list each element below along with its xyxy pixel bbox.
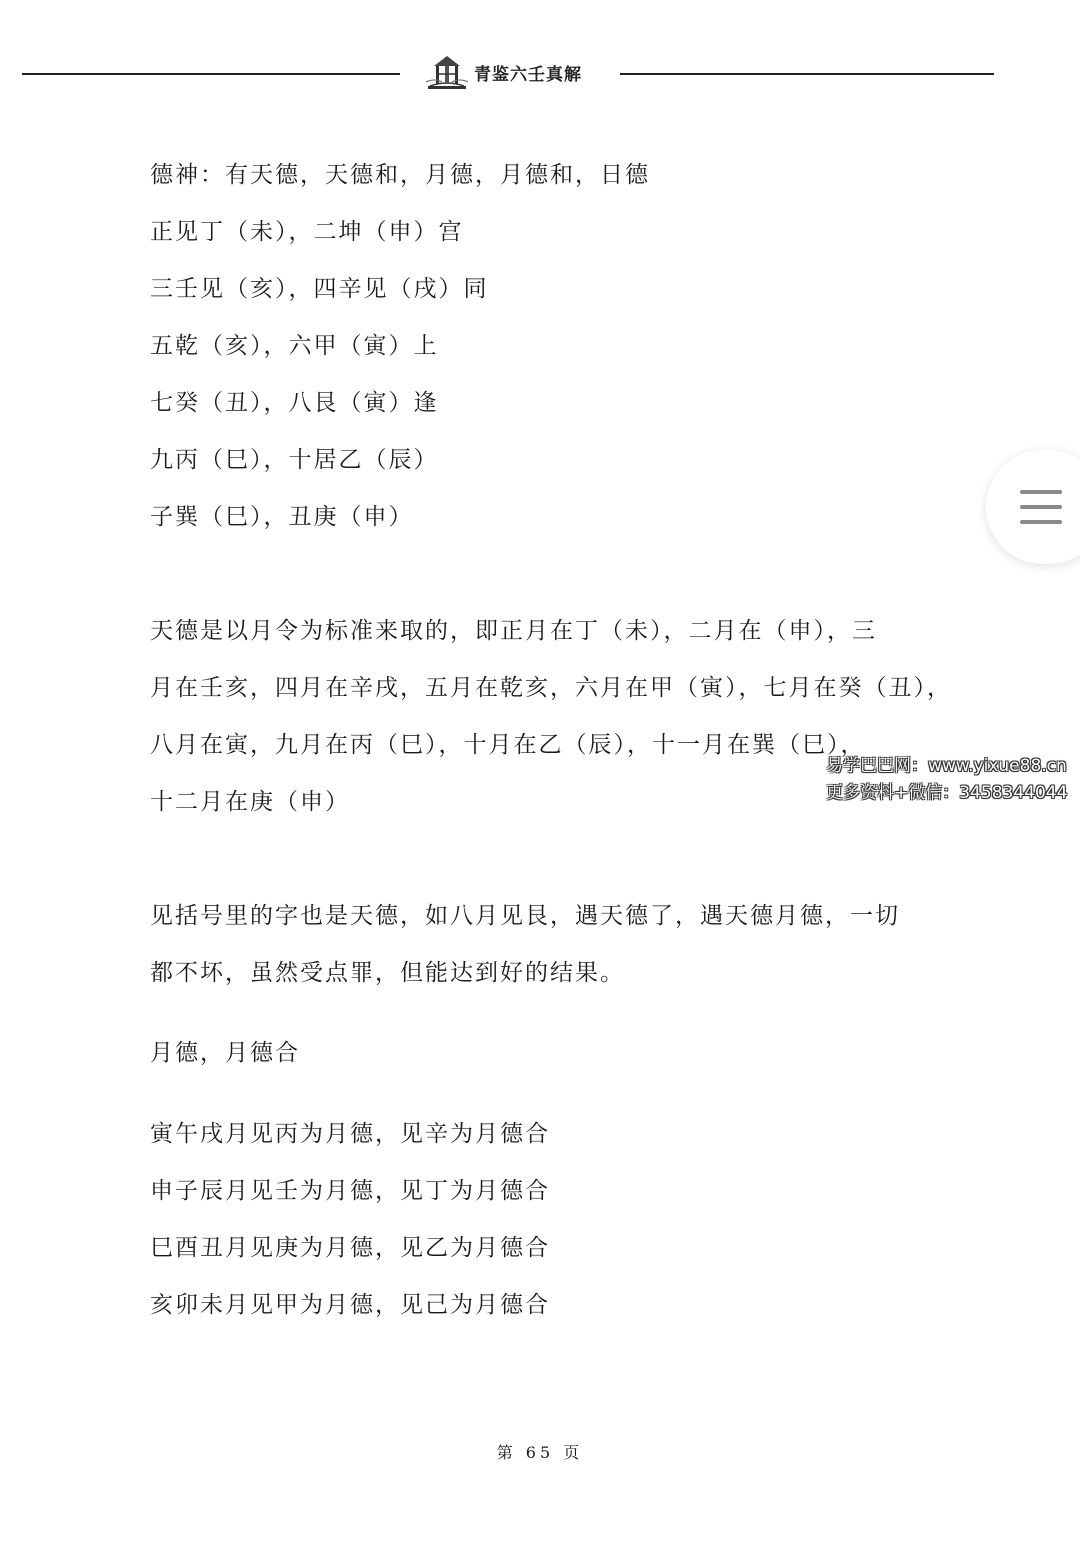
text-line: 三壬见（亥），四辛见（戌）同 xyxy=(150,276,489,302)
text-line: 九丙（巳），十居乙（辰） xyxy=(150,447,439,473)
text-line: 子巽（巳），丑庚（申） xyxy=(150,504,414,530)
page-header xyxy=(22,50,994,98)
floating-menu-button[interactable] xyxy=(986,450,1080,564)
section-heading: 月德，月德合 xyxy=(150,1040,300,1066)
header-title: 青鉴六壬真解 xyxy=(474,65,582,85)
text-line: 天德是以月令为标准来取的，即正月在丁（未），二月在（申），三 xyxy=(150,618,877,644)
watermark xyxy=(826,753,1067,807)
text-line: 申子辰月见壬为月德，见丁为月德合 xyxy=(150,1178,550,1204)
text-line: 八月在寅，九月在丙（巳），十月在乙（辰），十一月在巽（巳）， xyxy=(150,732,866,758)
text-line: 见括号里的字也是天德，如八月见艮，遇天德了，遇天德月德，一切 xyxy=(150,903,900,929)
text-line: 寅午戌月见丙为月德，见辛为月德合 xyxy=(150,1121,550,1147)
text-line: 月在壬亥，四月在辛戌，五月在乾亥，六月在甲（寅），七月在癸（丑）， xyxy=(150,675,952,701)
watermark-line-contact: 更多资料+微信：3458344044 xyxy=(826,783,1068,803)
header-rule-right xyxy=(620,73,994,75)
pavilion-logo-icon xyxy=(424,52,470,92)
text-line: 亥卯未月见甲为月德，见己为月德合 xyxy=(150,1292,550,1318)
text-line: 七癸（丑），八艮（寅）逢 xyxy=(150,390,439,416)
watermark-line-site: 易学巴巴网：www.yixue88.cn xyxy=(826,756,1067,776)
text-line: 十二月在庚（申） xyxy=(150,789,350,815)
header-rule-left xyxy=(22,73,400,75)
text-line: 德神：有天德，天德和，月德，月德和，日德 xyxy=(150,162,650,188)
text-line: 五乾（亥），六甲（寅）上 xyxy=(150,333,439,359)
text-line: 正见丁（未），二坤（申）宫 xyxy=(150,219,464,245)
page-number: 第 65 页 xyxy=(496,1443,584,1462)
text-line: 都不坏，虽然受点罪，但能达到好的结果。 xyxy=(150,960,625,986)
text-line: 巳酉丑月见庚为月德，见乙为月德合 xyxy=(150,1235,550,1261)
